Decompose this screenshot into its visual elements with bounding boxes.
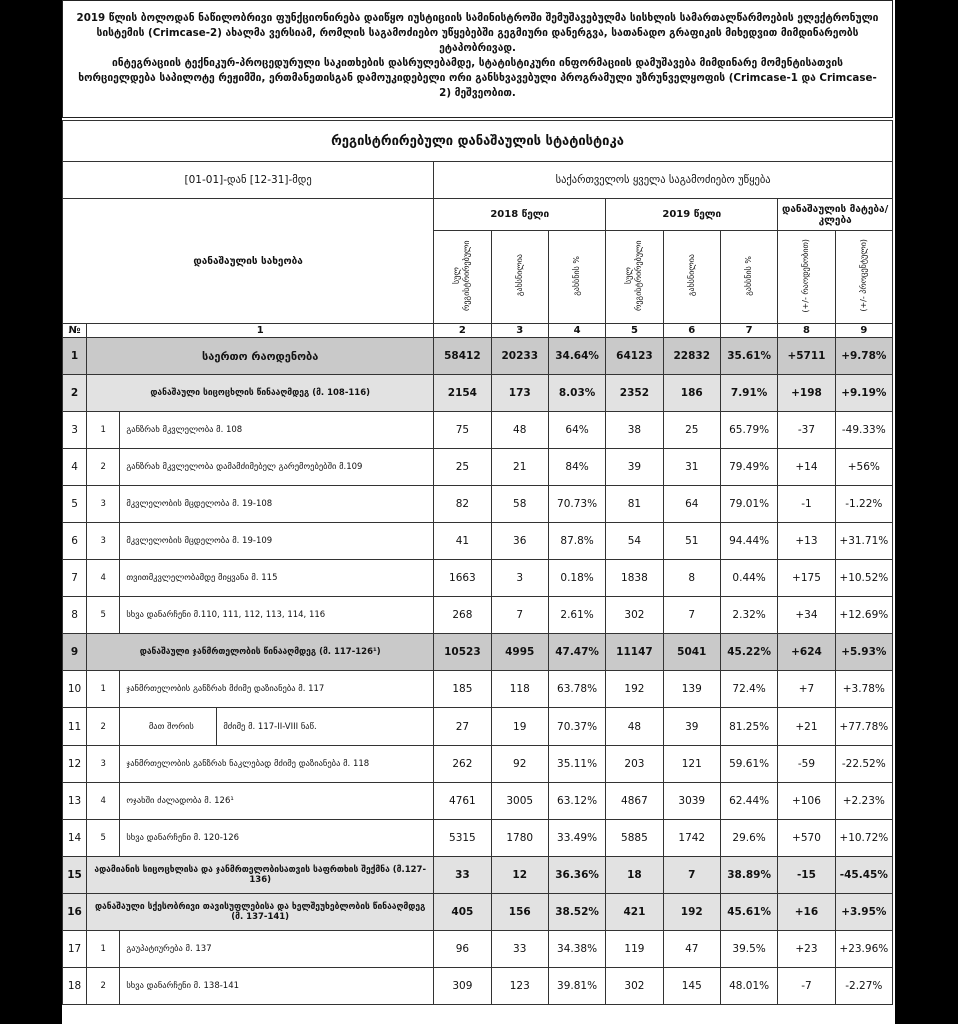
sub-number: 3 (87, 523, 120, 560)
cell-rate-2019: 79.49% (720, 449, 777, 486)
cell-registered-2018: 268 (434, 597, 491, 634)
row-number: 9 (63, 634, 87, 671)
col-num-3: 3 (491, 324, 548, 338)
cell-solved-2018: 123 (491, 968, 548, 1005)
table-body (63, 338, 893, 1005)
period-label: [01-01]-დან [12-31]-მდე (63, 162, 434, 199)
cell-registered-2018: 41 (434, 523, 491, 560)
cell-registered-2019: 38 (606, 412, 663, 449)
column-number-row (63, 324, 893, 338)
cell-registered-2019: 4867 (606, 783, 663, 820)
cell-solved-2019: 3039 (663, 783, 720, 820)
cell-rate-2019: 2.32% (720, 597, 777, 634)
cell-change-pct: +12.69% (835, 597, 892, 634)
row-number: 6 (63, 523, 87, 560)
sub-number: 2 (87, 968, 120, 1005)
cell-change-pct: -22.52% (835, 746, 892, 783)
cell-rate-2018: 35.11% (548, 746, 605, 783)
cell-change-abs: +23 (778, 931, 835, 968)
cell-solved-2019: 5041 (663, 634, 720, 671)
cell-registered-2018: 185 (434, 671, 491, 708)
row-number: 16 (63, 894, 87, 931)
table-row (63, 746, 893, 783)
cell-rate-2019: 79.01% (720, 486, 777, 523)
row-number: 11 (63, 708, 87, 746)
header-change-pct: (+/- პროცენტული) (835, 231, 892, 324)
cell-rate-2019: 62.44% (720, 783, 777, 820)
cell-solved-2018: 58 (491, 486, 548, 523)
cell-rate-2019: 48.01% (720, 968, 777, 1005)
cell-change-abs: +14 (778, 449, 835, 486)
cell-registered-2019: 48 (606, 708, 663, 746)
sub-number: 5 (87, 597, 120, 634)
cell-solved-2019: 47 (663, 931, 720, 968)
cell-registered-2019: 119 (606, 931, 663, 968)
sub-number: 3 (87, 486, 120, 523)
scope-label: საქართველოს ყველა საგამოძიებო უწყება (434, 162, 893, 199)
cell-solved-2018: 92 (491, 746, 548, 783)
cell-change-abs: -1 (778, 486, 835, 523)
row-number: 10 (63, 671, 87, 708)
table-row (63, 375, 893, 412)
crime-name: სხვა დანარჩენი მ. 138-141 (120, 968, 434, 1005)
crime-name-part-b: მძიმე მ. 117-II-VIII ნაწ. (223, 721, 317, 732)
row-number: 3 (63, 412, 87, 449)
sub-number: 2 (87, 708, 120, 746)
cell-solved-2018: 36 (491, 523, 548, 560)
cell-change-abs: +570 (778, 820, 835, 857)
cell-rate-2018: 39.81% (548, 968, 605, 1005)
cell-rate-2019: 35.61% (720, 338, 777, 375)
cell-rate-2019: 38.89% (720, 857, 777, 894)
cell-change-abs: -59 (778, 746, 835, 783)
cell-change-pct: +9.19% (835, 375, 892, 412)
cell-rate-2018: 63.12% (548, 783, 605, 820)
cell-change-abs: +34 (778, 597, 835, 634)
crime-name: ოჯახში ძალადობა მ. 126¹ (120, 783, 434, 820)
cell-rate-2018: 34.64% (548, 338, 605, 375)
cell-registered-2018: 5315 (434, 820, 491, 857)
cell-rate-2019: 59.61% (720, 746, 777, 783)
sub-number: 3 (87, 746, 120, 783)
cell-solved-2018: 19 (491, 708, 548, 746)
crime-name: დანაშაული სიცოცხლის წინააღმდეგ (მ. 108-116) (87, 375, 434, 412)
cell-registered-2019: 18 (606, 857, 663, 894)
cell-solved-2019: 7 (663, 597, 720, 634)
cell-rate-2018: 70.37% (548, 708, 605, 746)
header-registered-2019: სულ რეგისტრირებული (606, 231, 663, 324)
cell-solved-2019: 31 (663, 449, 720, 486)
cell-rate-2019: 7.91% (720, 375, 777, 412)
cell-registered-2018: 262 (434, 746, 491, 783)
header-rate-2018: გახსნის % (548, 231, 605, 324)
header-change-abs: (+/- რაოდენობით) (778, 231, 835, 324)
cell-change-pct: +10.72% (835, 820, 892, 857)
cell-registered-2019: 421 (606, 894, 663, 931)
cell-solved-2019: 192 (663, 894, 720, 931)
row-number: 8 (63, 597, 87, 634)
cell-registered-2018: 33 (434, 857, 491, 894)
cell-solved-2018: 118 (491, 671, 548, 708)
cell-solved-2018: 20233 (491, 338, 548, 375)
cell-rate-2019: 29.6% (720, 820, 777, 857)
cell-registered-2018: 10523 (434, 634, 491, 671)
crime-name-part-a: მათ შორის (126, 708, 217, 745)
cell-change-pct: +77.78% (835, 708, 892, 746)
cell-registered-2019: 1838 (606, 560, 663, 597)
cell-solved-2019: 39 (663, 708, 720, 746)
cell-solved-2018: 173 (491, 375, 548, 412)
cell-rate-2019: 94.44% (720, 523, 777, 560)
cell-registered-2019: 2352 (606, 375, 663, 412)
cell-rate-2018: 64% (548, 412, 605, 449)
row-number: 12 (63, 746, 87, 783)
table-row (63, 338, 893, 375)
cell-rate-2019: 81.25% (720, 708, 777, 746)
cell-change-abs: -7 (778, 968, 835, 1005)
table-row (63, 560, 893, 597)
cell-solved-2019: 186 (663, 375, 720, 412)
cell-registered-2018: 27 (434, 708, 491, 746)
sub-number: 4 (87, 560, 120, 597)
cell-rate-2018: 87.8% (548, 523, 605, 560)
no-header: № (63, 324, 87, 338)
sub-number: 1 (87, 671, 120, 708)
cell-solved-2019: 25 (663, 412, 720, 449)
table-row (63, 783, 893, 820)
cell-solved-2018: 33 (491, 931, 548, 968)
crime-name: ჯანმრთელობის განზრახ მძიმე დაზიანება მ. 117 (120, 671, 434, 708)
table-row (63, 597, 893, 634)
cell-rate-2018: 33.49% (548, 820, 605, 857)
crime-name: განზრახ მკვლელობა მ. 108 (120, 412, 434, 449)
cell-solved-2018: 1780 (491, 820, 548, 857)
cell-rate-2018: 47.47% (548, 634, 605, 671)
cell-solved-2019: 145 (663, 968, 720, 1005)
table-row (63, 634, 893, 671)
cell-registered-2018: 25 (434, 449, 491, 486)
header-rate-2019: გახსნის % (720, 231, 777, 324)
cell-solved-2019: 8 (663, 560, 720, 597)
cell-registered-2019: 302 (606, 968, 663, 1005)
change-header: დანაშაულის მატება/კლება (778, 199, 893, 231)
crime-name: დანაშაული ჯანმრთელობის წინააღმდეგ (მ. 117-126¹) (87, 634, 434, 671)
cell-registered-2018: 309 (434, 968, 491, 1005)
cell-registered-2018: 2154 (434, 375, 491, 412)
cell-rate-2018: 63.78% (548, 671, 605, 708)
crime-name: ჯანმრთელობის განზრახ ნაკლებად მძიმე დაზიანება მ. 118 (120, 746, 434, 783)
row-number: 5 (63, 486, 87, 523)
table-title: რეგისტრირებული დანაშაულის სტატისტიკა (63, 121, 893, 162)
crime-name (120, 708, 434, 746)
table-row (63, 412, 893, 449)
row-number: 13 (63, 783, 87, 820)
header-solved-2018: გახსნილია (491, 231, 548, 324)
table-row (63, 486, 893, 523)
cell-change-abs: +175 (778, 560, 835, 597)
cell-registered-2019: 64123 (606, 338, 663, 375)
table-row (63, 449, 893, 486)
col-num-2: 2 (434, 324, 491, 338)
year-2018-header: 2018 წელი (434, 199, 606, 231)
row-number: 2 (63, 375, 87, 412)
cell-change-pct: +9.78% (835, 338, 892, 375)
cell-change-pct: +31.71% (835, 523, 892, 560)
sub-number: 1 (87, 931, 120, 968)
cell-change-abs: -15 (778, 857, 835, 894)
cell-registered-2019: 302 (606, 597, 663, 634)
col-num-8: 8 (778, 324, 835, 338)
cell-change-abs: +16 (778, 894, 835, 931)
cell-rate-2019: 65.79% (720, 412, 777, 449)
cell-registered-2019: 11147 (606, 634, 663, 671)
cell-registered-2019: 203 (606, 746, 663, 783)
crime-name: სხვა დანარჩენი მ.110, 111, 112, 113, 114, 116 (120, 597, 434, 634)
cell-change-abs: +21 (778, 708, 835, 746)
cell-solved-2019: 7 (663, 857, 720, 894)
cell-change-pct: +10.52% (835, 560, 892, 597)
col-num-9: 9 (835, 324, 892, 338)
crime-name: მკვლელობის მცდელობა მ. 19-109 (120, 523, 434, 560)
cell-rate-2018: 2.61% (548, 597, 605, 634)
crime-statistics-table (62, 120, 893, 1005)
cell-change-abs: +624 (778, 634, 835, 671)
cell-registered-2018: 58412 (434, 338, 491, 375)
table-row (63, 857, 893, 894)
notice-paragraph-2: ინტეგრაციის ტექნიკურ-პროცედურული საკითხების დასრულებამდე, სტატისტიკური ინფორმაციის დამუშავება მიმდინარე მომენტისათვის ხორციელდება საპილოტე რეჟიმში, ერთმანეთისგან დამოუკიდებელი ორი განსხვავებული პროგრამული უზრუნველყოფის (Crimcase-1 და Crimcase-2) მეშვეობით. (78, 57, 877, 99)
cell-rate-2019: 45.22% (720, 634, 777, 671)
cell-solved-2018: 3005 (491, 783, 548, 820)
cell-change-pct: -49.33% (835, 412, 892, 449)
cell-solved-2018: 48 (491, 412, 548, 449)
document-page (62, 0, 895, 1024)
table-row (63, 968, 893, 1005)
crime-name: ადამიანის სიცოცხლისა და ჯანმრთელობისათვის საფრთხის შექმნა (მ.127-136) (87, 857, 434, 894)
cell-registered-2018: 4761 (434, 783, 491, 820)
row-number: 17 (63, 931, 87, 968)
cell-solved-2018: 3 (491, 560, 548, 597)
row-number: 4 (63, 449, 87, 486)
cell-solved-2019: 51 (663, 523, 720, 560)
col-num-7: 7 (720, 324, 777, 338)
cell-rate-2018: 8.03% (548, 375, 605, 412)
cell-change-abs: +5711 (778, 338, 835, 375)
col-num-4: 4 (548, 324, 605, 338)
table-row (63, 894, 893, 931)
cell-solved-2019: 139 (663, 671, 720, 708)
crime-name: თვითმკვლელობამდე მიყვანა მ. 115 (120, 560, 434, 597)
sub-number: 4 (87, 783, 120, 820)
year-2019-header: 2019 წელი (606, 199, 778, 231)
crime-name-header: დანაშაულის სახეობა (63, 199, 434, 324)
cell-solved-2019: 64 (663, 486, 720, 523)
sub-number: 5 (87, 820, 120, 857)
cell-solved-2019: 22832 (663, 338, 720, 375)
cell-change-pct: -2.27% (835, 968, 892, 1005)
notice-box (62, 0, 893, 118)
row-number: 14 (63, 820, 87, 857)
row-number: 18 (63, 968, 87, 1005)
cell-rate-2018: 0.18% (548, 560, 605, 597)
cell-change-pct: +56% (835, 449, 892, 486)
cell-registered-2019: 192 (606, 671, 663, 708)
crime-name: განზრახ მკვლელობა დამამძიმებელ გარემოებებში მ.109 (120, 449, 434, 486)
crime-name: დანაშაული სქესობრივი თავისუფლებისა და ხელშეუხებლობის წინააღმდეგ (მ. 137-141) (87, 894, 434, 931)
header-solved-2019: გახსნილია (663, 231, 720, 324)
notice-paragraph-1: 2019 წლის ბოლოდან ნაწილობრივი ფუნქციონირება დაიწყო იუსტიციის სამინისტროში შემუშავებულმა სისხლის სამართალწარმოების ელექტრონული სისტემის (Crimcase-2) ახალმა ვერსიამ, რომლის საგამოძიებო უწყებებში გეგმიური დანერგვა, სათანადო გრაფიკის მიხედვით მიმდინარეობს ეტაპობრივად. (76, 12, 879, 54)
cell-solved-2018: 156 (491, 894, 548, 931)
cell-registered-2018: 75 (434, 412, 491, 449)
cell-change-abs: -37 (778, 412, 835, 449)
row-number: 15 (63, 857, 87, 894)
cell-rate-2019: 45.61% (720, 894, 777, 931)
cell-change-abs: +13 (778, 523, 835, 560)
cell-solved-2019: 1742 (663, 820, 720, 857)
cell-rate-2019: 72.4% (720, 671, 777, 708)
cell-change-pct: -1.22% (835, 486, 892, 523)
sub-number: 1 (87, 412, 120, 449)
cell-solved-2018: 12 (491, 857, 548, 894)
cell-registered-2018: 405 (434, 894, 491, 931)
col-num-5: 5 (606, 324, 663, 338)
cell-registered-2019: 39 (606, 449, 663, 486)
sub-number: 2 (87, 449, 120, 486)
cell-change-pct: +5.93% (835, 634, 892, 671)
cell-rate-2018: 36.36% (548, 857, 605, 894)
col-num-1: 1 (87, 324, 434, 338)
cell-rate-2018: 70.73% (548, 486, 605, 523)
cell-rate-2019: 0.44% (720, 560, 777, 597)
crime-name: სხვა დანარჩენი მ. 120-126 (120, 820, 434, 857)
table-row (63, 820, 893, 857)
cell-registered-2019: 5885 (606, 820, 663, 857)
row-number: 7 (63, 560, 87, 597)
cell-change-pct: -45.45% (835, 857, 892, 894)
table-row (63, 671, 893, 708)
crime-name: გაუპატიურება მ. 137 (120, 931, 434, 968)
cell-rate-2019: 39.5% (720, 931, 777, 968)
cell-change-abs: +198 (778, 375, 835, 412)
cell-registered-2018: 82 (434, 486, 491, 523)
cell-rate-2018: 84% (548, 449, 605, 486)
crime-name: საერთო რაოდენობა (87, 338, 434, 375)
cell-rate-2018: 34.38% (548, 931, 605, 968)
cell-change-pct: +2.23% (835, 783, 892, 820)
cell-change-abs: +106 (778, 783, 835, 820)
col-num-6: 6 (663, 324, 720, 338)
row-number: 1 (63, 338, 87, 375)
cell-solved-2019: 121 (663, 746, 720, 783)
cell-registered-2018: 1663 (434, 560, 491, 597)
cell-rate-2018: 38.52% (548, 894, 605, 931)
table-row (63, 931, 893, 968)
cell-change-pct: +3.95% (835, 894, 892, 931)
cell-registered-2019: 81 (606, 486, 663, 523)
cell-change-pct: +23.96% (835, 931, 892, 968)
cell-solved-2018: 21 (491, 449, 548, 486)
crime-name: მკვლელობის მცდელობა მ. 19-108 (120, 486, 434, 523)
cell-change-abs: +7 (778, 671, 835, 708)
cell-registered-2018: 96 (434, 931, 491, 968)
cell-solved-2018: 4995 (491, 634, 548, 671)
header-registered-2018: სულ რეგისტრირებული (434, 231, 491, 324)
cell-change-pct: +3.78% (835, 671, 892, 708)
table-row (63, 708, 893, 746)
cell-solved-2018: 7 (491, 597, 548, 634)
table-row (63, 523, 893, 560)
cell-registered-2019: 54 (606, 523, 663, 560)
